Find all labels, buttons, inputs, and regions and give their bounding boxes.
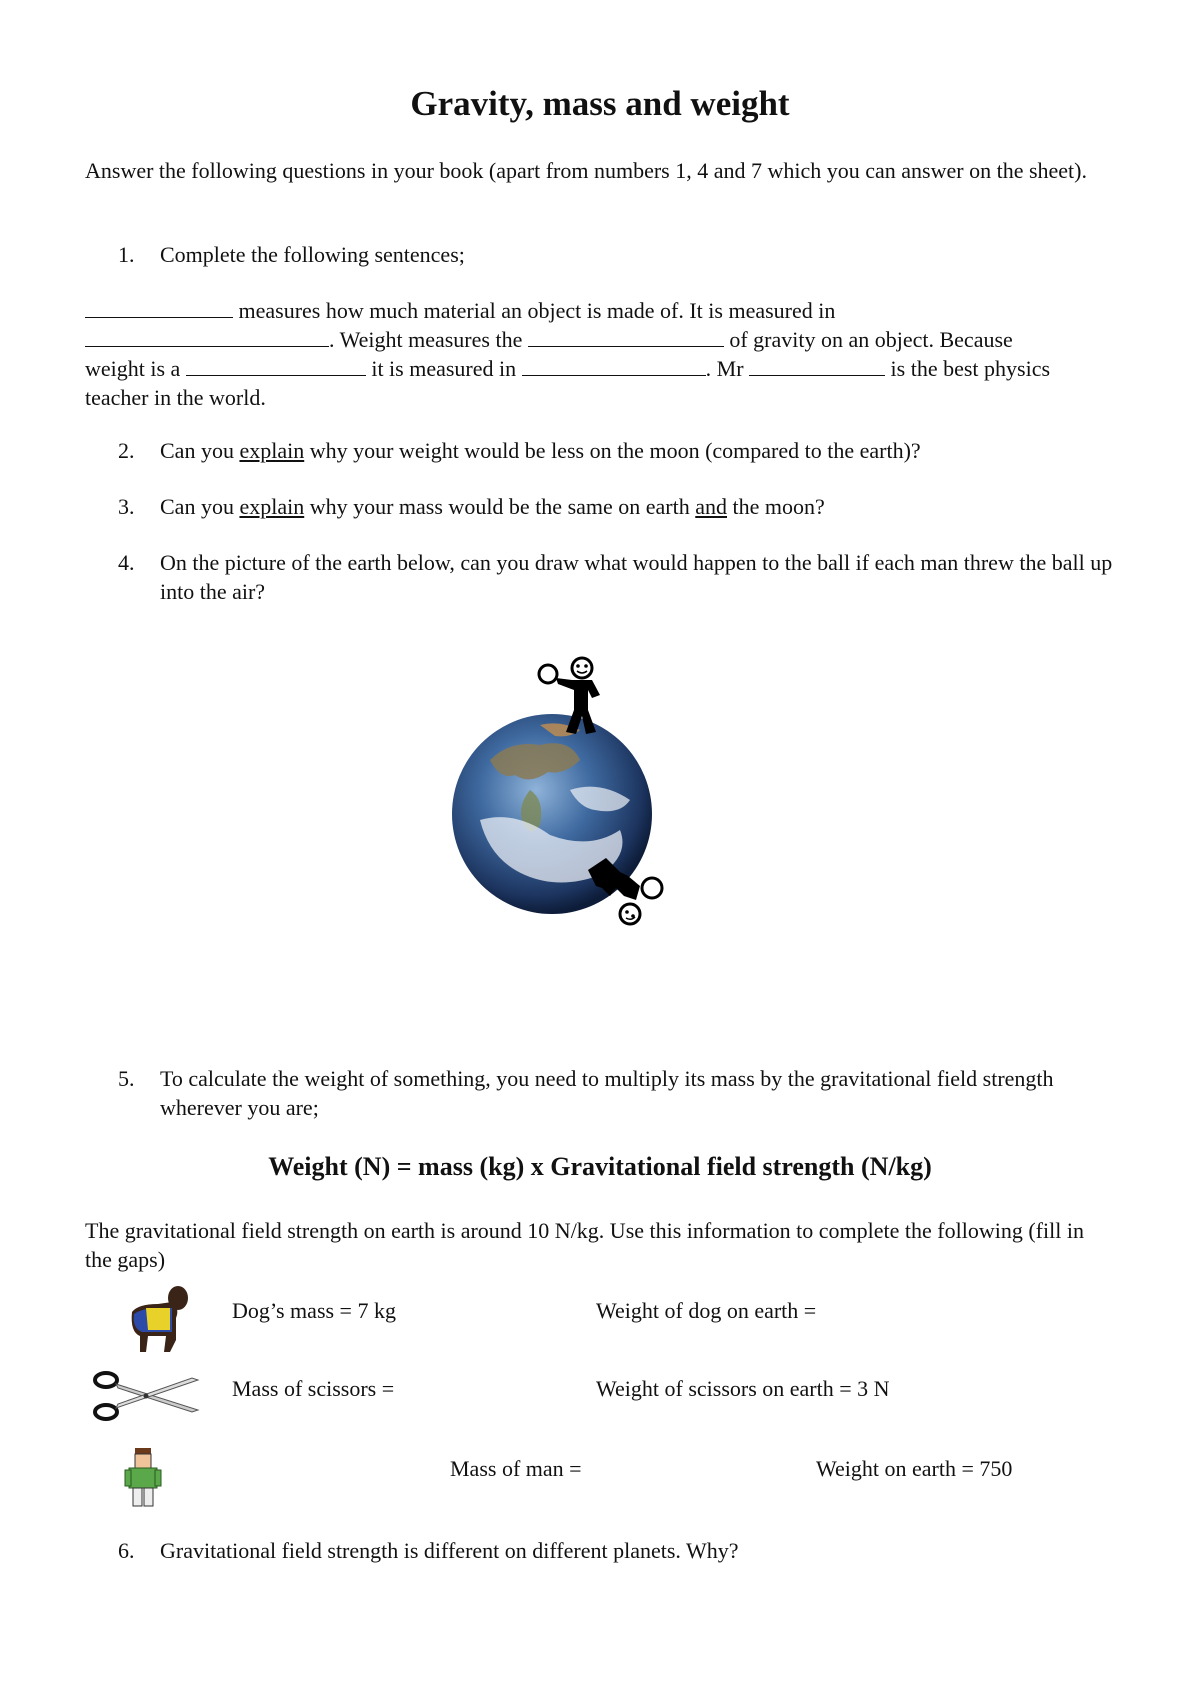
sentence-part: it is measured in xyxy=(371,356,517,381)
question-6 xyxy=(118,1536,1118,1565)
weight-formula: Weight (N) = mass (kg) x Gravitational field strength (N/kg) xyxy=(268,1152,932,1181)
man-weight-text: Weight on earth = 750 xyxy=(816,1456,1013,1481)
question-text: Can you explain why your mass would be the same on earth and the moon? xyxy=(160,494,825,519)
blank-line[interactable] xyxy=(85,297,233,318)
question-text: To calculate the weight of something, you need to multiply its mass by the gravitational field strength wherever you are; xyxy=(160,1066,1054,1120)
question-number: 3. xyxy=(118,494,135,519)
question-number: 6. xyxy=(118,1538,135,1563)
question-text: Can you explain why your weight would be less on the moon (compared to the earth)? xyxy=(160,438,921,463)
question-2 xyxy=(118,436,1118,465)
sentence-part: measures how much material an object is made of. It is measured in xyxy=(238,298,836,323)
question-number: 4. xyxy=(118,550,135,575)
dog-icon xyxy=(118,1284,196,1356)
blank-line[interactable] xyxy=(528,326,724,347)
question-number: 1. xyxy=(118,242,135,267)
sentence-part: teacher in the world. xyxy=(85,385,266,410)
earth-illustration[interactable] xyxy=(430,650,700,940)
sentence-part: is the best physics xyxy=(890,356,1051,381)
question-number: 5. xyxy=(118,1066,135,1091)
question-4 xyxy=(118,548,1118,606)
sentence-part: of gravity on an object. Because xyxy=(729,327,1013,352)
question-5 xyxy=(118,1064,1118,1122)
sentence-part: . Weight measures the xyxy=(329,327,523,352)
sentence-part: . Mr xyxy=(705,356,744,381)
question-number: 2. xyxy=(118,438,135,463)
fill-in-paragraph xyxy=(85,296,1115,412)
intro-text: Answer the following questions in your book (apart from numbers 1, 4 and 7 which you can answer on the sheet). xyxy=(85,158,1087,183)
ball-icon xyxy=(539,665,557,683)
blank-line[interactable] xyxy=(749,355,885,376)
dog-weight-text: Weight of dog on earth = xyxy=(596,1298,817,1323)
question-text: Complete the following sentences; xyxy=(160,242,465,267)
question-text: Gravitational field strength is different on different planets. Why? xyxy=(160,1538,739,1563)
gfs-instructions: The gravitational field strength on earth is around 10 N/kg. Use this information to complete the following (fill in the gaps) xyxy=(85,1218,1084,1272)
question-3 xyxy=(118,492,1118,521)
dog-mass-text: Dog’s mass = 7 kg xyxy=(232,1298,396,1323)
page-title: Gravity, mass and weight xyxy=(410,84,790,123)
question-1 xyxy=(118,240,1118,269)
blank-line[interactable] xyxy=(186,355,366,376)
ball-icon xyxy=(642,878,662,898)
blank-line[interactable] xyxy=(522,355,706,376)
scissors-mass-text: Mass of scissors = xyxy=(232,1376,395,1401)
man-mass-text: Mass of man = xyxy=(450,1456,582,1481)
question-text: On the picture of the earth below, can you draw what would happen to the ball if each man threw the ball up into the air? xyxy=(160,550,1113,604)
sentence-part: weight is a xyxy=(85,356,181,381)
scissors-weight-text: Weight of scissors on earth = 3 N xyxy=(596,1376,890,1401)
blank-line[interactable] xyxy=(85,326,329,347)
scissors-icon xyxy=(88,1366,202,1424)
man-icon xyxy=(124,1448,162,1508)
